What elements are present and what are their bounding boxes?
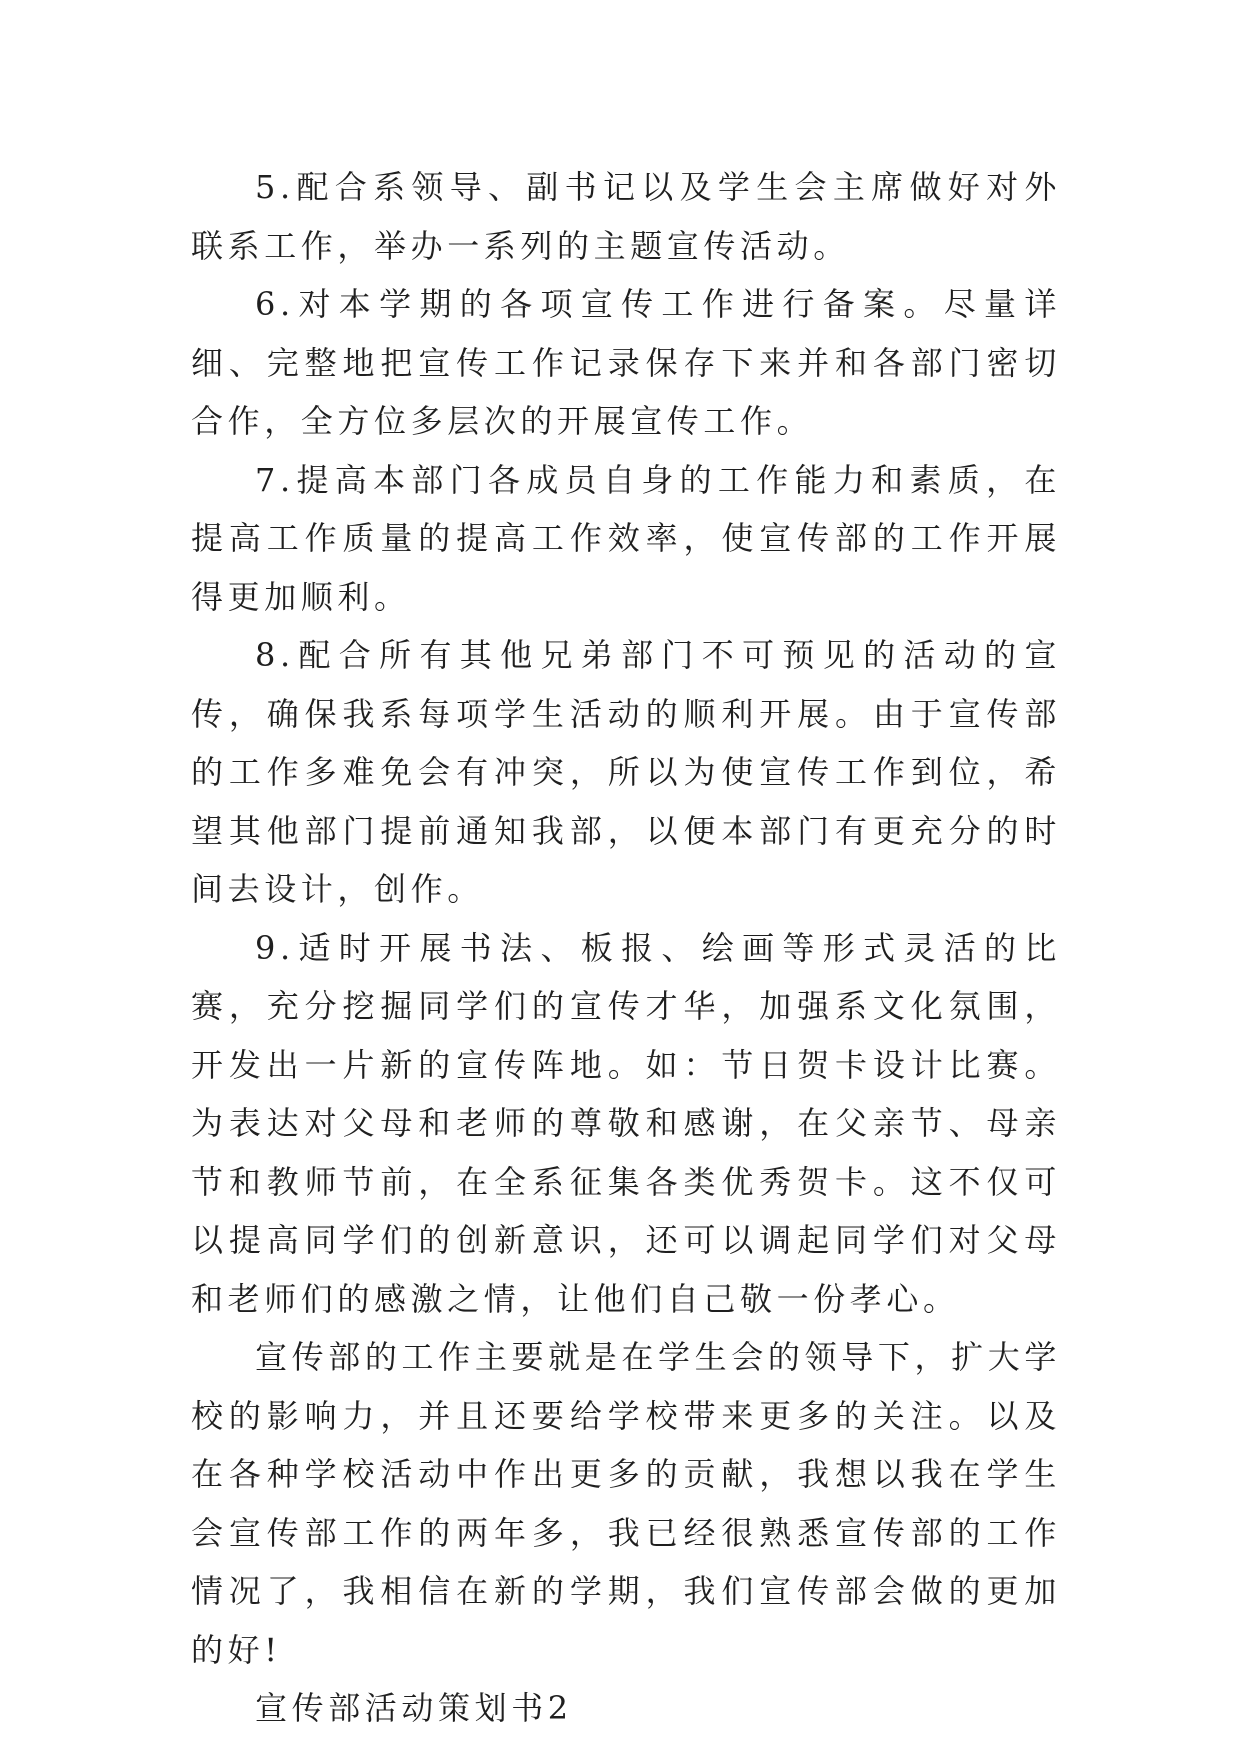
paragraph-item-8: 8.配合所有其他兄弟部门不可预见的活动的宣传，确保我系每项学生活动的顺利开展。由于宣传部的工作多难免会有冲突，所以为使宣传工作到位，希望其他部门提前通知我部，以便本部门有更充分的时间去设计，创作。	[191, 636, 1061, 908]
section-heading: 宣传部活动策划书2	[255, 1689, 573, 1727]
paragraph-item-6: 6.对本学期的各项宣传工作进行备案。尽量详细、完整地把宣传工作记录保存下来并和各部门密切合作，全方位多层次的开展宣传工作。	[191, 285, 1061, 440]
paragraph-item-9: 9.适时开展书法、板报、绘画等形式灵活的比赛，充分挖掘同学们的宣传才华，加强系文化氛围，开发出一片新的宣传阵地。如：节日贺卡设计比赛。为表达对父母和老师的尊敬和感谢，在父亲节、母亲节和教师节前，在全系征集各类优秀贺卡。这不仅可以提高同学们的创新意识，还可以调起同学们对父母和老师们的感激之情，让他们自己敬一份孝心。	[191, 928, 1061, 1318]
document-body	[191, 158, 1061, 1738]
paragraph-item-7: 7.提高本部门各成员自身的工作能力和素质，在提高工作质量的提高工作效率，使宣传部的工作开展得更加顺利。	[191, 460, 1061, 616]
paragraph-item-5: 5.配合系领导、副书记以及学生会主席做好对外联系工作，举办一系列的主题宣传活动。	[191, 168, 1061, 265]
paragraph-summary: 宣传部的工作主要就是在学生会的领导下，扩大学校的影响力，并且还要给学校带来更多的关注。以及在各种学校活动中作出更多的贡献，我想以我在学生会宣传部工作的两年多，我已经很熟悉宣传部的工作情况了，我相信在新的学期，我们宣传部会做的更加的好!	[191, 1338, 1061, 1669]
